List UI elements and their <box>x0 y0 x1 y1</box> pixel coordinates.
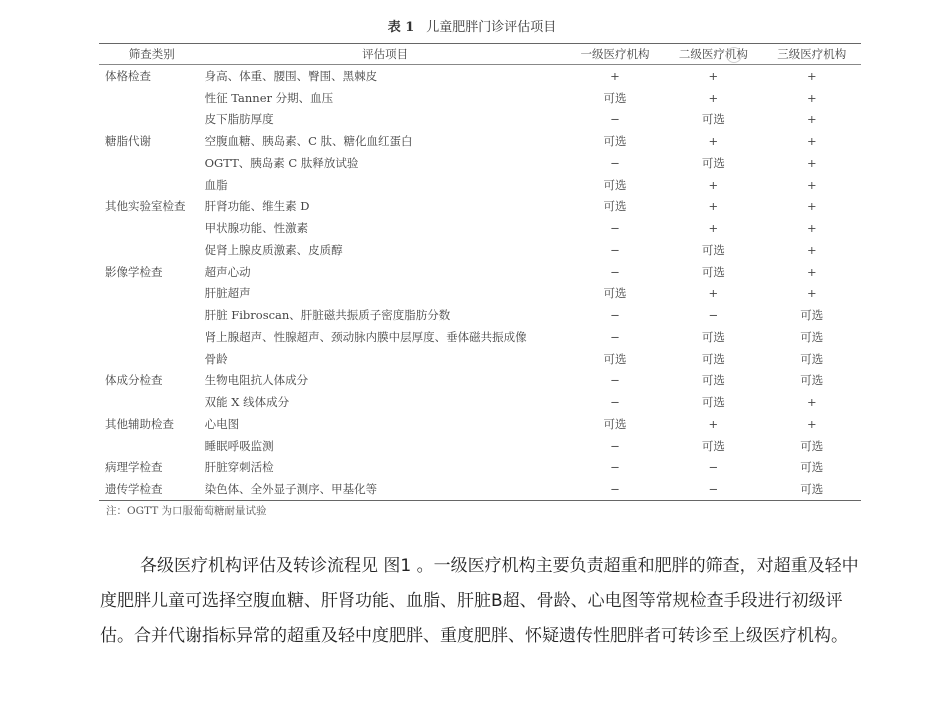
table-note: 注：OGTT 为口服葡萄糖耐量试验 <box>106 505 267 517</box>
table-row <box>99 261 861 283</box>
row-category: 糖脂代谢 <box>105 134 151 149</box>
row-level2: 可选 <box>701 438 725 453</box>
row-level3: 可选 <box>800 460 824 475</box>
table-body <box>99 65 861 501</box>
table-row <box>99 109 861 131</box>
row-level3: 可选 <box>800 308 824 323</box>
row-level3: + <box>806 155 817 170</box>
row-level3: + <box>806 242 817 257</box>
row-level1: − <box>610 329 620 344</box>
row-level1: − <box>610 395 620 410</box>
row-level1: 可选 <box>603 134 627 149</box>
table-row <box>99 435 861 457</box>
row-category: 体格检查 <box>105 68 151 83</box>
table-row <box>99 283 861 305</box>
row-category <box>99 87 205 109</box>
row-level2: 可选 <box>701 329 725 344</box>
row-category <box>99 304 205 326</box>
row-category: 体成分检查 <box>105 373 163 388</box>
row-level1: − <box>566 478 664 500</box>
row-item: 睡眠呼吸监测 <box>204 438 274 453</box>
table-title: 儿童肥胖门诊评估项目 <box>426 20 557 35</box>
row-level3: 可选 <box>800 351 824 366</box>
row-level3: 可选 <box>800 438 824 453</box>
row-item: 血脂 <box>204 177 228 192</box>
row-item: 促肾上腺皮质激素、皮质醇 <box>204 242 343 257</box>
row-level3: + <box>806 134 817 149</box>
row-item: 心电图 <box>204 416 240 431</box>
row-level2: 可选 <box>701 264 725 279</box>
row-category: 其他辅助检查 <box>105 416 174 431</box>
row-category <box>99 348 205 370</box>
row-level2: − <box>664 478 762 500</box>
row-level2: − <box>708 460 719 475</box>
row-level1: 可选 <box>603 90 627 105</box>
table-row <box>99 478 861 500</box>
row-level2: + <box>708 286 719 301</box>
row-category <box>99 391 205 413</box>
header-item: 评估项目 <box>205 44 566 65</box>
row-level2: 可选 <box>701 242 725 257</box>
row-level3: + <box>806 395 817 410</box>
row-category: 遗传学检查 <box>99 478 205 500</box>
row-level1: − <box>610 460 620 475</box>
table-row <box>99 239 861 261</box>
row-item: 肾上腺超声、性腺超声、颈动脉内膜中层厚度、垂体磁共振成像 <box>204 329 527 344</box>
row-level1: − <box>610 242 620 257</box>
row-level2: + <box>708 68 719 83</box>
row-level2: + <box>708 221 719 236</box>
row-category: 其他实验室检查 <box>105 199 186 214</box>
row-level1: + <box>610 68 620 83</box>
row-item: OGTT、胰岛素 C 肽释放试验 <box>204 155 359 170</box>
table-row <box>99 152 861 174</box>
row-level3: + <box>806 112 817 127</box>
row-level3: + <box>806 177 817 192</box>
row-item: 肝脏 Fibroscan、肝脏磁共振质子密度脂肪分数 <box>204 308 451 323</box>
table-row <box>99 326 861 348</box>
row-category <box>99 152 205 174</box>
row-level1: 可选 <box>603 416 627 431</box>
row-item: 空腹血糖、胰岛素、C 肽、糖化血红蛋白 <box>204 134 413 149</box>
row-category <box>99 174 205 196</box>
watermark <box>726 44 844 66</box>
row-item: 身高、体重、腰围、臀围、黑棘皮 <box>204 68 378 83</box>
row-item: 皮下脂肪厚度 <box>204 112 274 127</box>
row-level3: 可选 <box>800 329 824 344</box>
row-category <box>99 283 205 305</box>
row-level2: + <box>708 177 719 192</box>
row-level3: + <box>806 221 817 236</box>
row-level2: + <box>708 90 719 105</box>
header-level1: 一级医疗机构 <box>566 44 664 65</box>
row-item: 肝脏穿刺活检 <box>204 460 274 475</box>
row-item: 超声心动 <box>204 264 251 279</box>
row-item: 肝脏超声 <box>204 286 251 301</box>
row-item: 甲状腺功能、性激素 <box>204 221 309 236</box>
row-category <box>99 109 205 131</box>
row-level1: − <box>610 373 620 388</box>
row-level3: 可选 <box>800 373 824 388</box>
row-level3: + <box>806 286 817 301</box>
row-level3: + <box>806 90 817 105</box>
row-level1: − <box>610 264 620 279</box>
row-level1: 可选 <box>603 286 627 301</box>
table-row <box>99 370 861 392</box>
row-level1: − <box>610 438 620 453</box>
row-level2: + <box>708 199 719 214</box>
row-level1: − <box>610 112 620 127</box>
row-item: 肝肾功能、维生素 D <box>204 199 310 214</box>
header-level3: 三级医疗机构 <box>763 44 861 65</box>
obesity-evaluation-table <box>99 43 861 501</box>
table-row <box>99 174 861 196</box>
body-paragraph <box>100 549 864 654</box>
paragraph-text: 各级医疗机构评估及转诊流程见 图1 。一级医疗机构主要负责超重和肥胖的筛查，对超重及轻中度肥胖儿童可选择空腹血糖、肝肾功能、血脂、肝脏B超、骨龄、心电图等常规检查手段进行初级评估。合并代谢指标异常的超重及轻中度肥胖、重度肥胖、怀疑遗传性肥胖者可转诊至上级医疗机构。 <box>100 556 859 646</box>
table-number: 表 1 <box>387 20 415 35</box>
row-level1: − <box>610 308 620 323</box>
row-level1: 可选 <box>603 351 627 366</box>
row-level1: 可选 <box>603 177 627 192</box>
row-level1: − <box>610 221 620 236</box>
row-item: 骨龄 <box>204 351 228 366</box>
row-level2: − <box>708 308 719 323</box>
row-item: 生物电阻抗人体成分 <box>204 373 309 388</box>
row-level1: 可选 <box>603 199 627 214</box>
row-item: 双能 X 线体成分 <box>204 395 290 410</box>
row-level2: 可选 <box>701 351 725 366</box>
row-category <box>99 435 205 457</box>
row-item: 染色体、全外显子测序、甲基化等 <box>205 478 566 500</box>
row-level2: + <box>708 134 719 149</box>
row-level2: + <box>708 416 719 431</box>
row-category <box>99 217 205 239</box>
table-row <box>99 65 861 87</box>
table-row <box>99 196 861 218</box>
row-level3: 可选 <box>763 478 861 500</box>
row-level3: + <box>806 199 817 214</box>
row-category <box>99 239 205 261</box>
table-row <box>99 413 861 435</box>
row-level1: − <box>610 155 620 170</box>
table-row <box>99 391 861 413</box>
circle-logo-icon <box>726 47 742 63</box>
header-level2: 二级医疗机构 <box>664 44 762 65</box>
table-row <box>99 87 861 109</box>
row-level2: 可选 <box>701 395 725 410</box>
row-level2: 可选 <box>701 112 725 127</box>
table-row <box>99 457 861 479</box>
row-level3: + <box>806 68 817 83</box>
table-row <box>99 348 861 370</box>
row-category: 影像学检查 <box>105 264 163 279</box>
row-item: 性征 Tanner 分期、血压 <box>204 90 334 105</box>
row-level2: 可选 <box>701 155 725 170</box>
row-category: 病理学检查 <box>105 460 163 475</box>
row-level3: + <box>806 264 817 279</box>
header-category: 筛查类别 <box>99 44 205 65</box>
row-category <box>99 326 205 348</box>
row-level2: 可选 <box>701 373 725 388</box>
table-row <box>99 217 861 239</box>
row-level3: + <box>806 416 817 431</box>
table-row <box>99 304 861 326</box>
table-row <box>99 130 861 152</box>
table-caption <box>0 16 944 35</box>
